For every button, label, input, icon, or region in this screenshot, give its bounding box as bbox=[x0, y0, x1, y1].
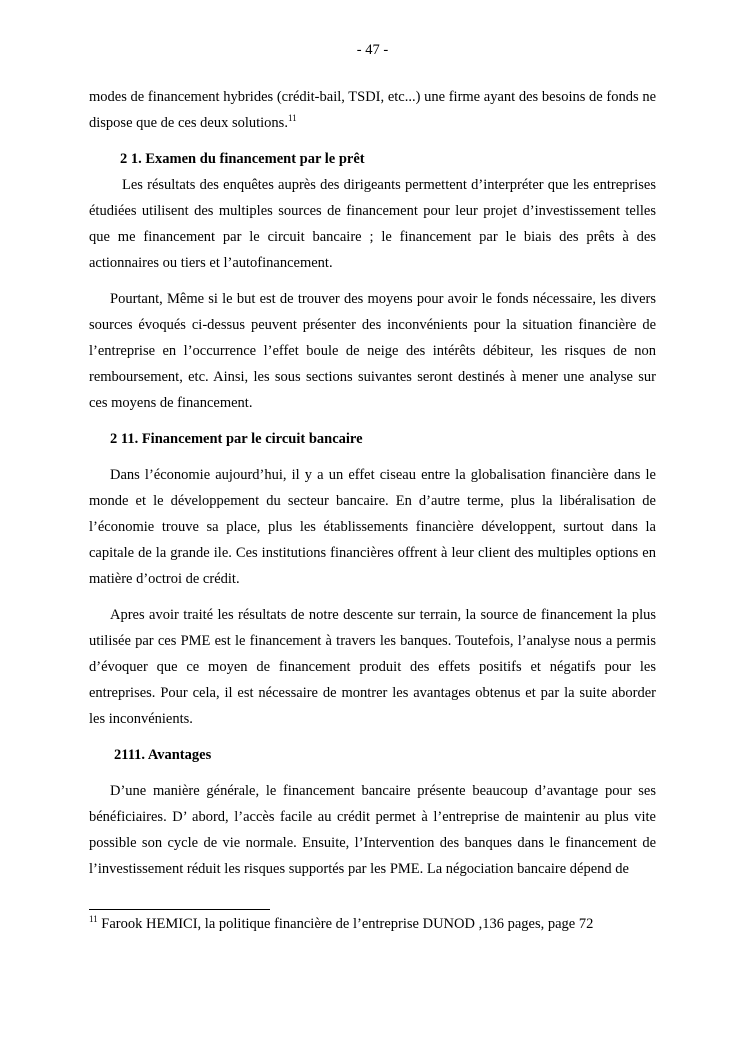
paragraph-intro bbox=[89, 84, 656, 136]
footnote-marker: 11 bbox=[89, 914, 98, 925]
footnote-text: Farook HEMICI, la politique financière de l’entreprise DUNOD ,136 pages, page 72 bbox=[101, 916, 594, 932]
footnote bbox=[89, 913, 689, 935]
paragraph-intro-text: modes de financement hybrides (crédit-bail, TSDI, etc...) une firme ayant des besoins de fonds ne dispose que de ces deux solutions. bbox=[89, 89, 656, 131]
footnote-reference: 11 bbox=[287, 113, 297, 124]
document-body bbox=[89, 84, 656, 882]
paragraph-avantages: D’une manière générale, le financement bancaire présente beaucoup d’avantage pour ses bénéficiaires. D’ abord, l’accès facile au crédit permet à l’entreprise de maintenir au plus vite possible son cycle de vie normale. Ensuite, l’Intervention des banques dans le financement de l’investissement réduit les risques supportés par les PME. La négociation bancaire dépend de bbox=[89, 783, 656, 877]
page-number: - 47 - bbox=[356, 42, 389, 58]
section-heading-2-1: 2 1. Examen du financement par le prêt bbox=[120, 151, 365, 167]
paragraph-pourtant: Pourtant, Même si le but est de trouver des moyens pour avoir le fonds nécessaire, les divers sources évoqués ci-dessus peuvent présenter des inconvénients pour la situation financière de l’entreprise en l’occurrence l’effet boule de neige des intérêts débiteur, les risques de non remboursement, etc. Ainsi, les sous sections suivantes seront destinés à mener une analyse sur ces moyens de financement. bbox=[89, 291, 656, 411]
paragraph-results: Les résultats des enquêtes auprès des dirigeants permettent d’interpréter que les entreprises étudiées utilisent des multiples sources de financement pour leur projet d’investissement telles que me financement par le circuit bancaire ; le financement par le biais des prêts à des actionnaires ou tiers et l’autofinancement. bbox=[89, 177, 656, 271]
paragraph-apres: Apres avoir traité les résultats de notre descente sur terrain, la source de financement la plus utilisée par ces PME est le financement à travers les banques. Toutefois, l’analyse nous a permis d’évoquer que ce moyen de financement produit des effets positifs et négatifs pour les entreprises. Pour cela, il est nécessaire de montrer les avantages obtenus et par la suite aborder les inconvénients. bbox=[89, 607, 656, 727]
section-heading-2-11: 2 11. Financement par le circuit bancaire bbox=[110, 431, 363, 447]
footnote-separator bbox=[89, 909, 270, 910]
paragraph-economie: Dans l’économie aujourd’hui, il y a un effet ciseau entre la globalisation financière dans le monde et le développement du secteur bancaire. En d’autre terme, plus la libéralisation de l’économie trouve sa place, plus les établissements financière développent, surtout dans la capitale de la grande ile. Ces institutions financières offrent à leur client des multiples options en matière d’octroi de crédit. bbox=[89, 467, 656, 587]
section-heading-2111: 2111. Avantages bbox=[114, 747, 212, 763]
